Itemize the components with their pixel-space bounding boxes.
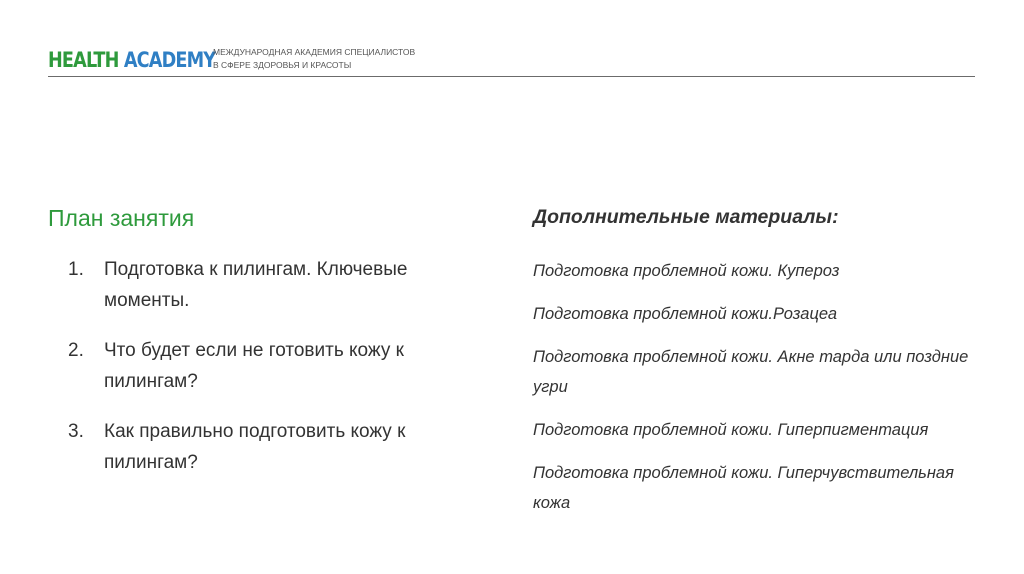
lesson-plan-title: План занятия [48, 205, 195, 231]
material-link-hyperpigmentation[interactable]: Подготовка проблемной кожи. Гиперпигментация [533, 421, 929, 439]
material-link-couperose[interactable]: Подготовка проблемной кожи. Купероз [533, 262, 840, 280]
logo-word-health: HEALTH [48, 48, 119, 72]
additional-materials-title: Дополнительные материалы: [533, 206, 839, 228]
item-text: Что будет если не готовить кожу к пилингам? [104, 340, 404, 392]
item-text: Как правильно подготовить кожу к пилингам? [104, 421, 406, 473]
tagline-line-2: В СФЕРЕ ЗДОРОВЬЯ И КРАСОТЫ [213, 60, 352, 70]
item-text: Подготовка к пилингам. Ключевые моменты. [104, 259, 408, 311]
item-number: 3. [68, 421, 84, 442]
material-link-hypersensitive-skin[interactable]: Подготовка проблемной кожи. Гиперчувствительная кожа [533, 464, 954, 512]
lesson-plan-list [48, 254, 488, 478]
material-link-acne-tarda[interactable]: Подготовка проблемной кожи. Акне тарда или поздние угри [533, 348, 969, 396]
additional-materials [533, 202, 983, 531]
item-number: 1. [68, 259, 84, 280]
lesson-plan-item [48, 335, 488, 397]
lesson-plan-item [48, 254, 488, 316]
header [48, 44, 975, 78]
material-link-rosacea[interactable]: Подготовка проблемной кожи.Розацеа [533, 305, 838, 323]
health-academy-logo [48, 48, 215, 72]
tagline-line-1: МЕЖДУНАРОДНАЯ АКАДЕМИЯ СПЕЦИАЛИСТОВ [213, 47, 416, 57]
lesson-plan-item [48, 416, 488, 478]
lesson-plan [48, 202, 488, 497]
materials-list [533, 256, 983, 518]
item-number: 2. [68, 340, 84, 361]
logo-word-academy: ACADEMY [123, 48, 216, 72]
header-divider [48, 76, 975, 77]
tagline [213, 46, 415, 72]
